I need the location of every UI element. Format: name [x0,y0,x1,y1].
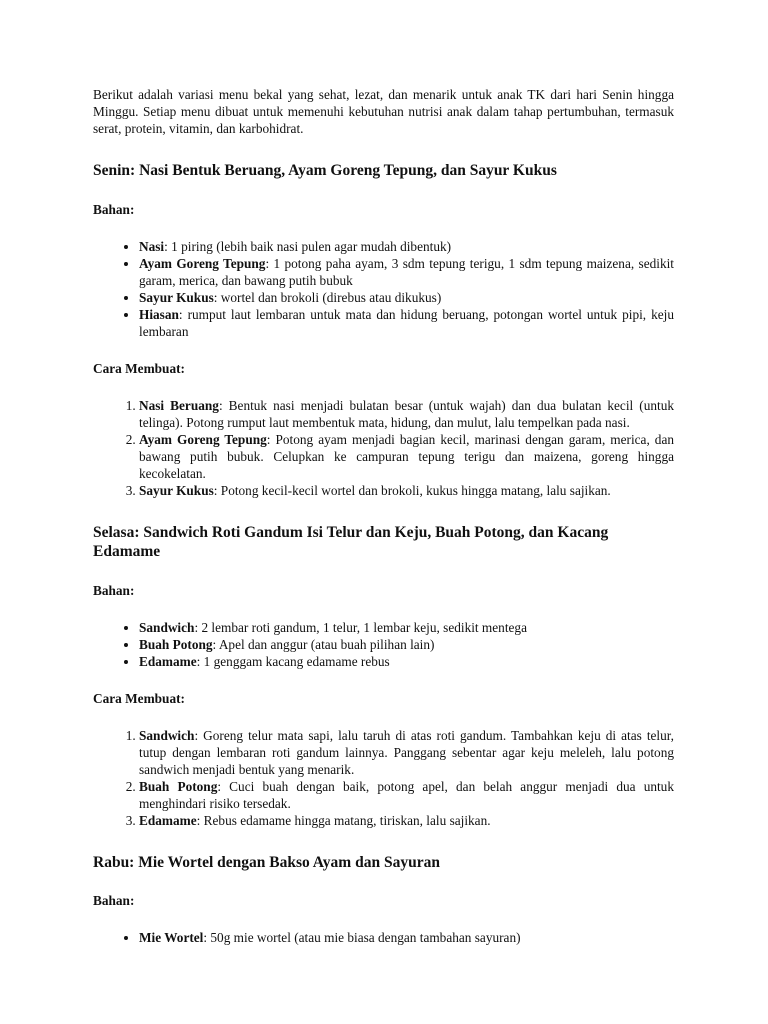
document-body [93,86,674,946]
ingredient-text: : rumput laut lembaran untuk mata dan hidung beruang, potongan wortel untuk pipi, keju lembaran [139,306,674,339]
step-item [139,812,674,829]
ingredient-list [93,619,674,670]
step-text: : Goreng telur mata sapi, lalu taruh di atas roti gandum. Tambahkan keju di atas telur, tutup dengan lembaran roti gandum lainnya. Panggang sebentar agar keju meleleh, lalu potong sandwich menjadi bentuk yang menarik. [139,727,674,777]
step-term: Sayur Kukus [139,482,214,498]
ingredient-list [93,929,674,946]
day-heading: Selasa: Sandwich Roti Gandum Isi Telur dan Keju, Buah Potong, dan Kacang Edamame [93,523,609,560]
step-item [139,397,674,431]
ingredient-item [139,653,674,670]
cara-label: Cara Membuat: [93,360,185,376]
steps-list [93,397,674,499]
day-heading: Senin: Nasi Bentuk Beruang, Ayam Goreng Tepung, dan Sayur Kukus [93,162,557,179]
step-text: : Bentuk nasi menjadi bulatan besar (untuk wajah) dan dua bulatan kecil (untuk telinga). Potong rumput laut membentuk mata, hidung, dan mulut, lalu tempelkan pada nasi. [139,397,674,430]
bahan-label: Bahan: [93,201,135,217]
step-text: : Cuci buah dengan baik, potong apel, dan belah anggur menjadi dua untuk menghindari risiko tersedak. [139,778,674,811]
ingredient-term: Sayur Kukus [139,289,214,305]
ingredient-text: : 2 lembar roti gandum, 1 telur, 1 lembar keju, sedikit mentega [194,619,527,635]
ingredient-item [139,619,674,636]
steps-list [93,727,674,829]
ingredient-text: : 1 piring (lebih baik nasi pulen agar mudah dibentuk) [164,238,452,254]
day-heading: Rabu: Mie Wortel dengan Bakso Ayam dan Sayuran [93,853,440,871]
ingredient-item [139,929,674,946]
step-text: : Rebus edamame hingga matang, tiriskan, lalu sajikan. [196,812,491,828]
step-text: : Potong ayam menjadi bagian kecil, marinasi dengan garam, merica, dan bawang putih bubuk. Celupkan ke campuran tepung terigu dan maizena, goreng hingga kecokelatan. [139,431,674,481]
ingredient-term: Sandwich [139,619,195,635]
ingredient-term: Ayam Goreng Tepung [139,255,266,271]
step-item [139,431,674,482]
ingredient-item [139,306,674,340]
intro-paragraph: Berikut adalah variasi menu bekal yang sehat, lezat, dan menarik untuk anak TK dari hari Senin hingga Minggu. Setiap menu dibuat untuk memenuhi kebutuhan nutrisi anak dalam tahap pertumbuhan, termasuk serat, protein, vitamin, dan karbohidrat. [93,87,674,136]
step-term: Edamame [139,812,197,828]
step-item [139,727,674,778]
step-item [139,482,674,499]
ingredient-term: Hiasan [139,306,179,322]
step-term: Nasi Beruang [139,397,219,413]
ingredient-term: Buah Potong [139,636,213,652]
step-text: : Potong kecil-kecil wortel dan brokoli, kukus hingga matang, lalu sajikan. [213,482,611,498]
ingredient-text: : 50g mie wortel (atau mie biasa dengan tambahan sayuran) [203,930,521,945]
step-item [139,778,674,812]
ingredient-list [93,238,674,340]
ingredient-item [139,636,674,653]
ingredient-text: : 1 potong paha ayam, 3 sdm tepung terigu, 1 sdm tepung maizena, sedikit garam, merica, dan bawang putih bubuk [139,255,674,288]
step-term: Buah Potong [139,778,218,794]
ingredient-item [139,238,674,255]
ingredient-item [139,255,674,289]
bahan-label: Bahan: [93,893,135,908]
bahan-label: Bahan: [93,582,135,598]
ingredient-text: : Apel dan anggur (atau buah pilihan lain) [212,636,435,652]
ingredient-item [139,289,674,306]
ingredient-term: Mie Wortel [139,930,204,945]
cara-label: Cara Membuat: [93,690,185,706]
ingredient-text: : 1 genggam kacang edamame rebus [196,653,390,669]
ingredient-term: Nasi [139,238,165,254]
ingredient-text: : wortel dan brokoli (direbus atau dikukus) [213,289,442,305]
step-term: Sandwich [139,727,195,743]
ingredient-term: Edamame [139,653,197,669]
step-term: Ayam Goreng Tepung [139,431,267,447]
